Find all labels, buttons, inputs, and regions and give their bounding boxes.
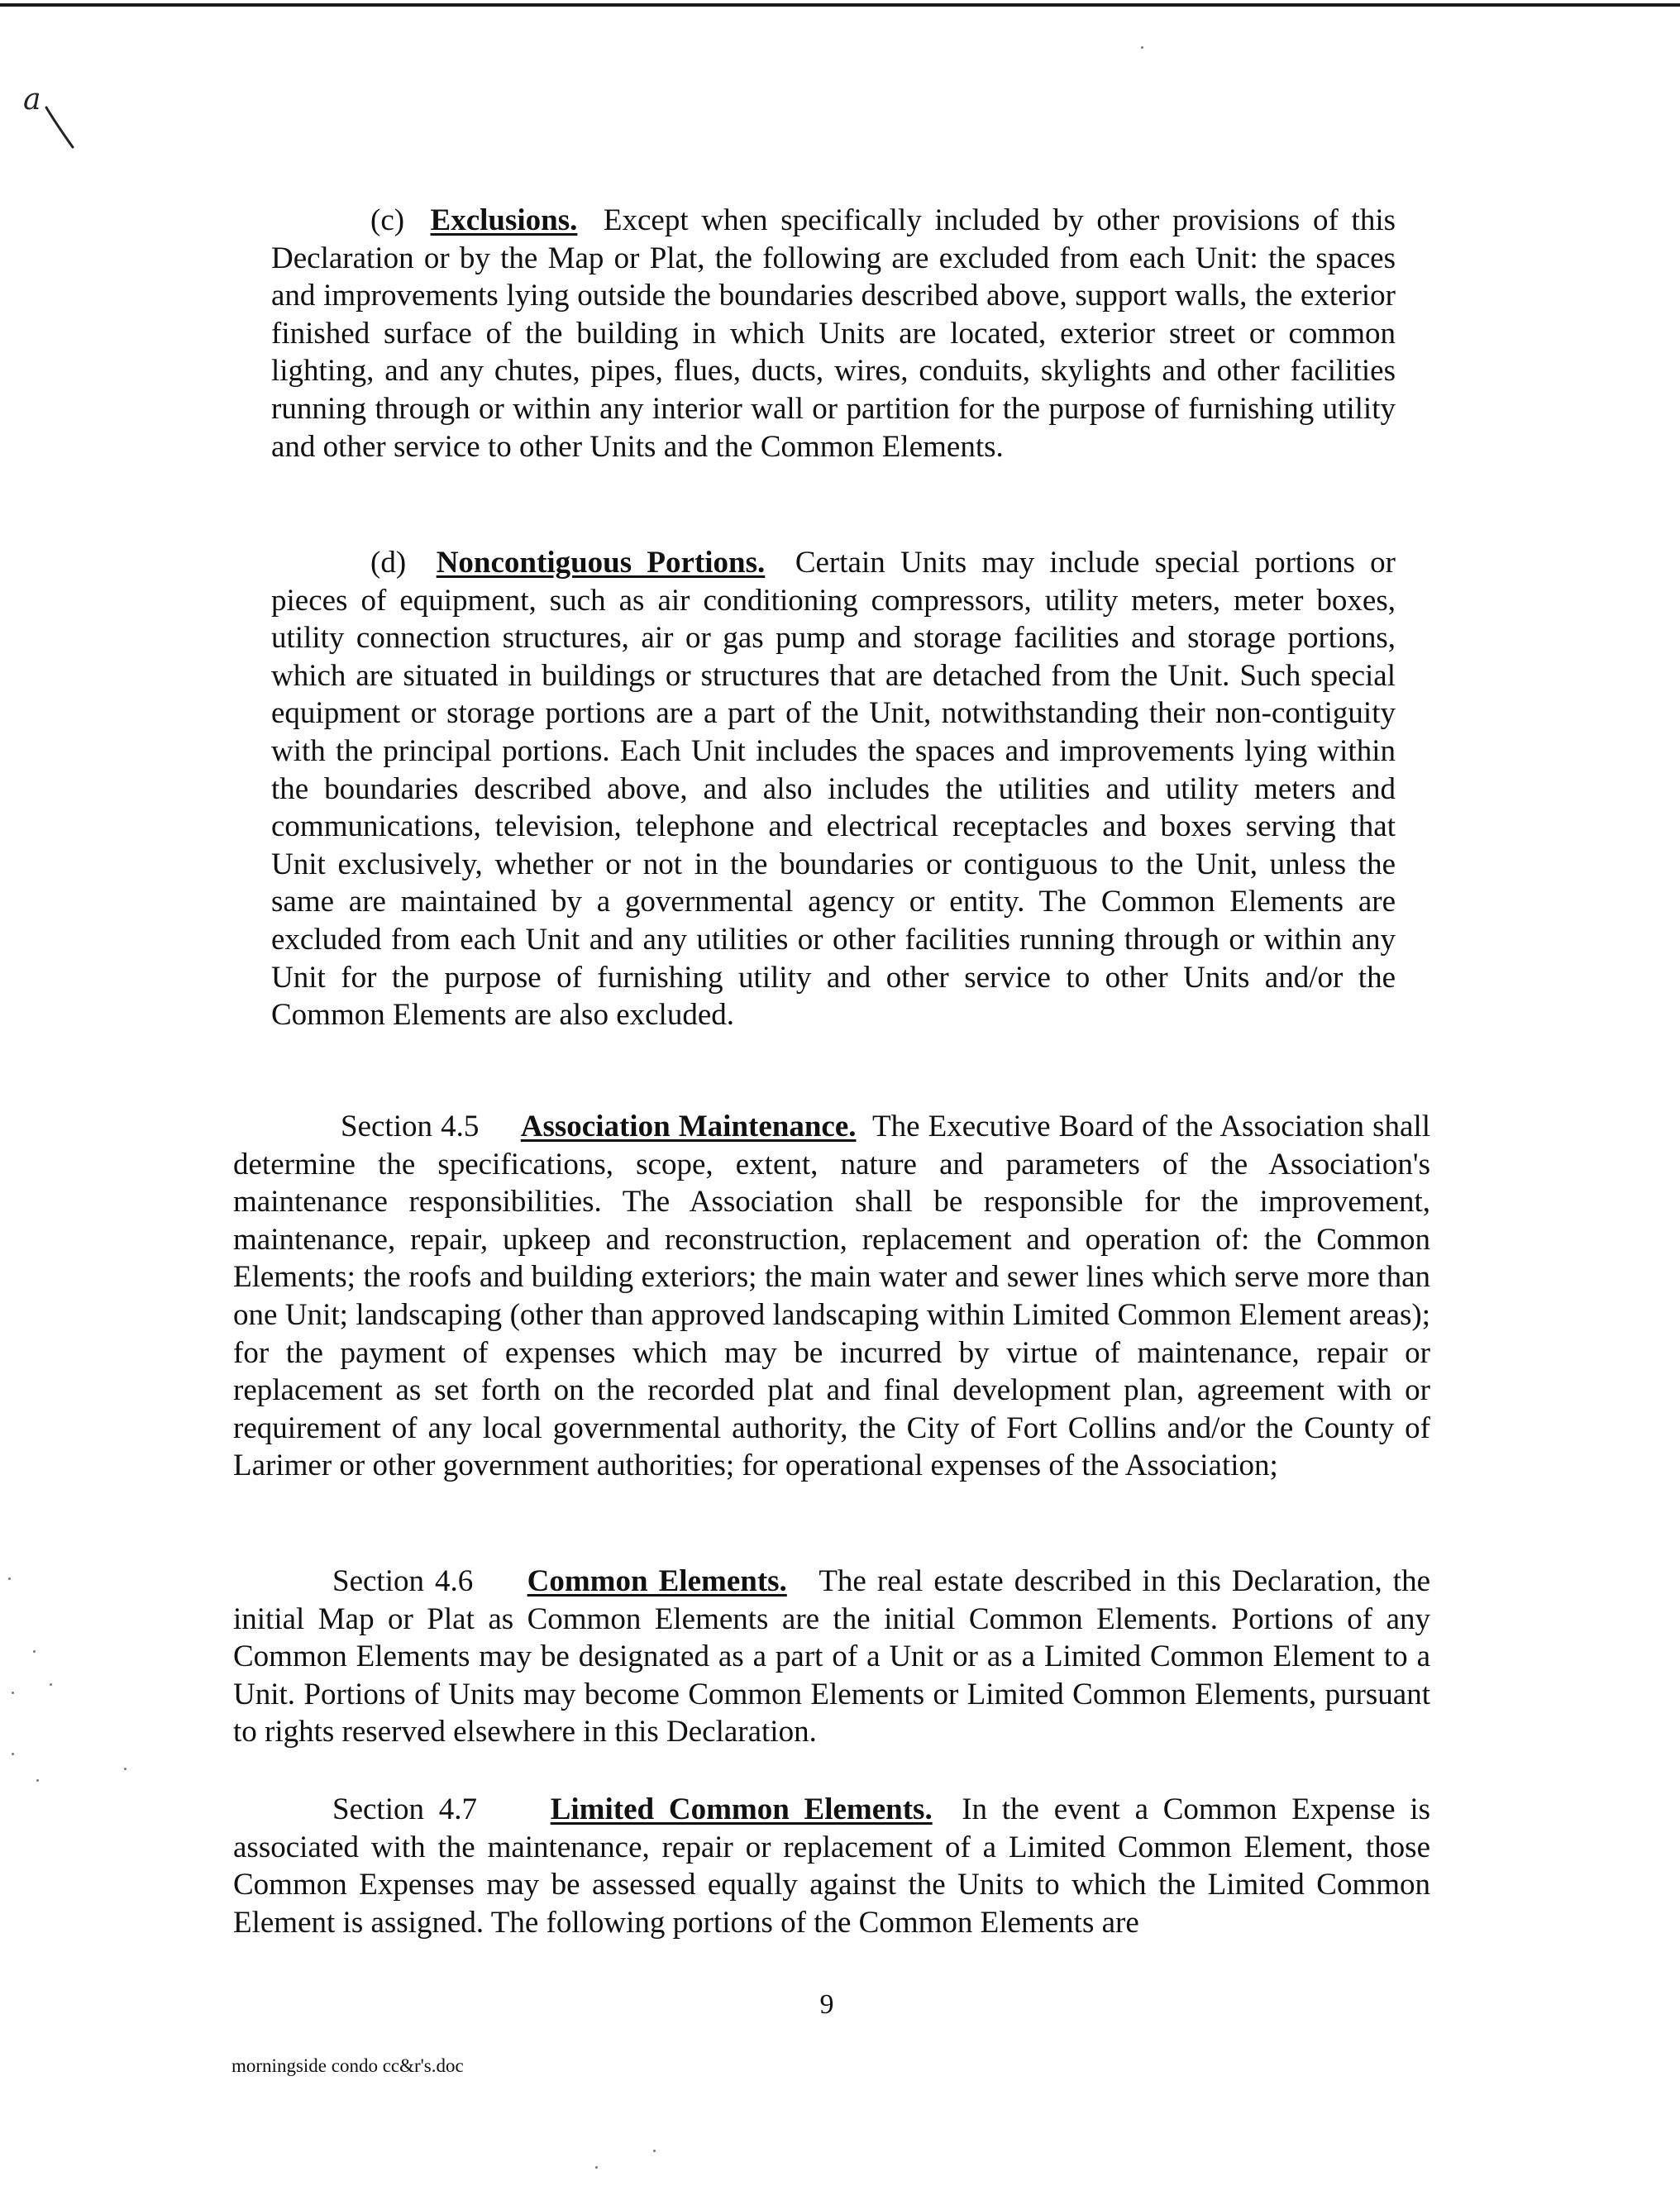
- scan-top-border: [0, 3, 1680, 7]
- scan-speck: [653, 2150, 656, 2152]
- paragraph-body: Certain Units may include special portions or pieces of equipment, such as air conditioning compressors, utility meters, meter boxes, utility connection structures, air or gas pump and storage facilities and storage portions, which are situated in buildings or structures that are detached from the Unit. Such special equipment or storage portions are a part of the Unit, notwithstanding their non-contiguity with the principal portions. Each Unit includes the spaces and improvements lying within the boundaries described above, and also includes the utilities and utility meters and communications, television, telephone and electrical receptacles and boxes serving that Unit exclusively, whether or not in the boundaries or contiguous to the Unit, unless the same are maintained by a governmental agency or entity. The Common Elements are excluded from each Unit and any utilities or other facilities running through or within any Unit for the purpose of furnishing utility and other service to other Units and/or the Common Elements are also excluded.: [271, 546, 1396, 1033]
- section-heading: Common Elements.: [527, 1564, 787, 1598]
- section-label: Section 4.5: [341, 1110, 480, 1143]
- section-label: Section 4.6: [332, 1564, 474, 1598]
- section-label: Section 4.7: [332, 1792, 477, 1826]
- paragraph-heading: Noncontiguous Portions.: [436, 546, 766, 580]
- paragraph-c-exclusions: [271, 202, 1396, 465]
- section-4-7-limited-common-elements: [233, 1791, 1430, 1941]
- handwritten-annotation: [21, 83, 81, 149]
- section-heading: Association Maintenance.: [520, 1110, 857, 1143]
- paragraph-label: (c): [370, 203, 405, 237]
- scan-speck: [12, 1692, 14, 1694]
- section-heading: Limited Common Elements.: [550, 1792, 933, 1826]
- paragraph-heading: Exclusions.: [430, 203, 578, 237]
- scan-speck: [36, 1779, 39, 1782]
- section-4-6-common-elements: [233, 1563, 1430, 1751]
- section-4-5-association-maintenance: [233, 1108, 1430, 1485]
- scan-speck: [33, 1650, 36, 1653]
- paragraph-body: Except when specifically included by other provisions of this Declaration or by the Map or Plat, the following are excluded from each Unit: the spaces and improvements lying outside the boundaries described above, support walls, the exterior finished surface of the building in which Units are located, exterior street or common lighting, and any chutes, pipes, flues, ducts, wires, conduits, skylights and other facilities running through or within any interior wall or partition for the purpose of furnishing utility and other service to other Units and the Common Elements.: [271, 203, 1396, 464]
- scan-speck: [12, 1753, 14, 1755]
- paragraph-label: (d): [370, 546, 407, 580]
- scan-speck: [1141, 46, 1143, 49]
- scan-speck: [50, 1683, 52, 1686]
- footer-filename: morningside condo cc&r's.doc: [231, 2055, 464, 2076]
- section-body: In the event a Common Expense is associated with the maintenance, repair or replacement of a Limited Common Element, those Common Expenses may be assessed equally against the Units to which the Limited Common Element is assigned. The following portions of the Common Elements are: [233, 1792, 1431, 1940]
- section-body: The real estate described in this Declaration, the initial Map or Plat as Common Elements are the initial Common Elements. Portions of any Common Elements may be designated as a part of a Unit or as a Limited Common Element to a Unit. Portions of Units may become Common Elements or Limited Common Elements, pursuant to rights reserved elsewhere in this Declaration.: [233, 1564, 1430, 1749]
- paragraph-d-noncontiguous-portions: [271, 544, 1396, 1034]
- scan-speck: [124, 1768, 126, 1770]
- svg-text:a: a: [23, 83, 41, 117]
- scan-speck: [595, 2166, 598, 2169]
- scan-speck: [8, 1577, 11, 1580]
- section-body: The Executive Board of the Association shall determine the specifications, scope, extent, nature and parameters of the Association's maintenance responsibilities. The Association shall be responsible for the improvement, maintenance, repair, upkeep and reconstruction, replacement and operation of: the Common Elements; the roofs and building exteriors; the main water and sewer lines which serve more than one Unit; landscaping (other than approved landscaping within Limited Common Element areas); for the payment of expenses which may be incurred by virtue of maintenance, repair or replacement as set forth on the recorded plat and final development plan, agreement with or requirement of any local governmental authority, the City of Fort Collins and/or the County of Larimer or other government authorities; for operational expenses of the Association;: [233, 1110, 1430, 1483]
- page-number: 9: [819, 1989, 834, 2020]
